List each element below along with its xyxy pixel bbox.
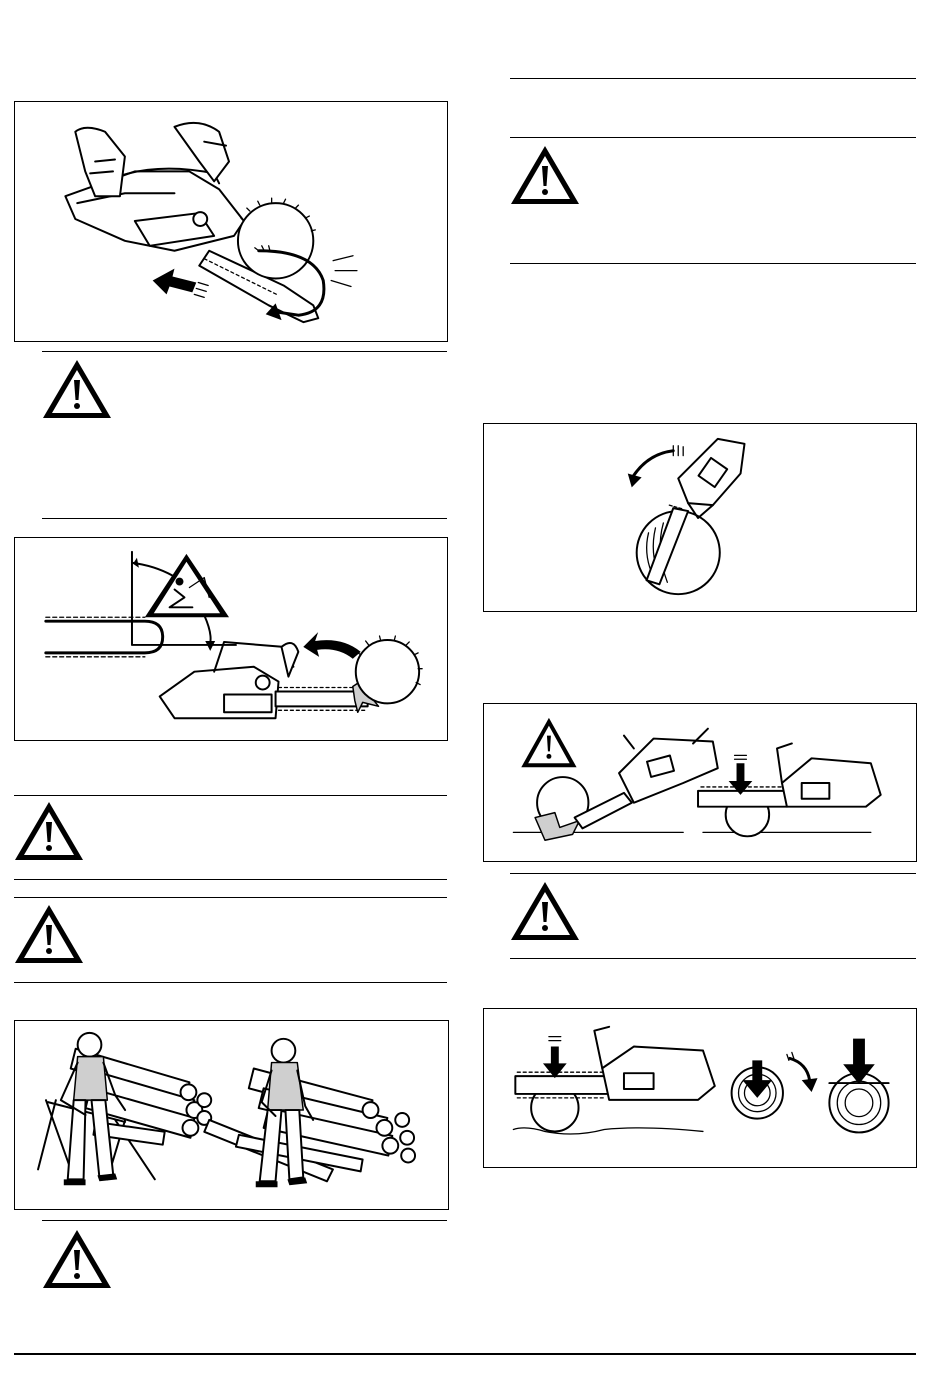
figure-top-cut-rotation (483, 1008, 917, 1168)
warning-triangle-icon (13, 903, 85, 965)
figure-kickback-vs-correct (483, 703, 917, 862)
warning-triangle-icon (41, 358, 113, 420)
warning-triangle-icon (509, 880, 581, 942)
rule (14, 795, 447, 796)
rule (42, 1220, 447, 1221)
rule (14, 982, 447, 983)
figure-saw-over-log (483, 423, 917, 612)
rule (42, 518, 447, 519)
rule (510, 263, 916, 264)
rule (510, 78, 916, 79)
rule (14, 897, 447, 898)
rule (42, 351, 447, 352)
figure-hands-kickback (14, 101, 448, 342)
warning-triangle-icon (13, 800, 85, 862)
rule (510, 137, 916, 138)
figure-workers-cutting-logs (14, 1020, 449, 1210)
warning-triangle-icon (41, 1228, 113, 1290)
rule (510, 958, 916, 959)
figure-kickback-zone (14, 537, 448, 741)
warning-triangle-icon (509, 144, 581, 206)
rule (14, 879, 447, 880)
footer-rule (14, 1353, 916, 1355)
rule (510, 873, 916, 874)
